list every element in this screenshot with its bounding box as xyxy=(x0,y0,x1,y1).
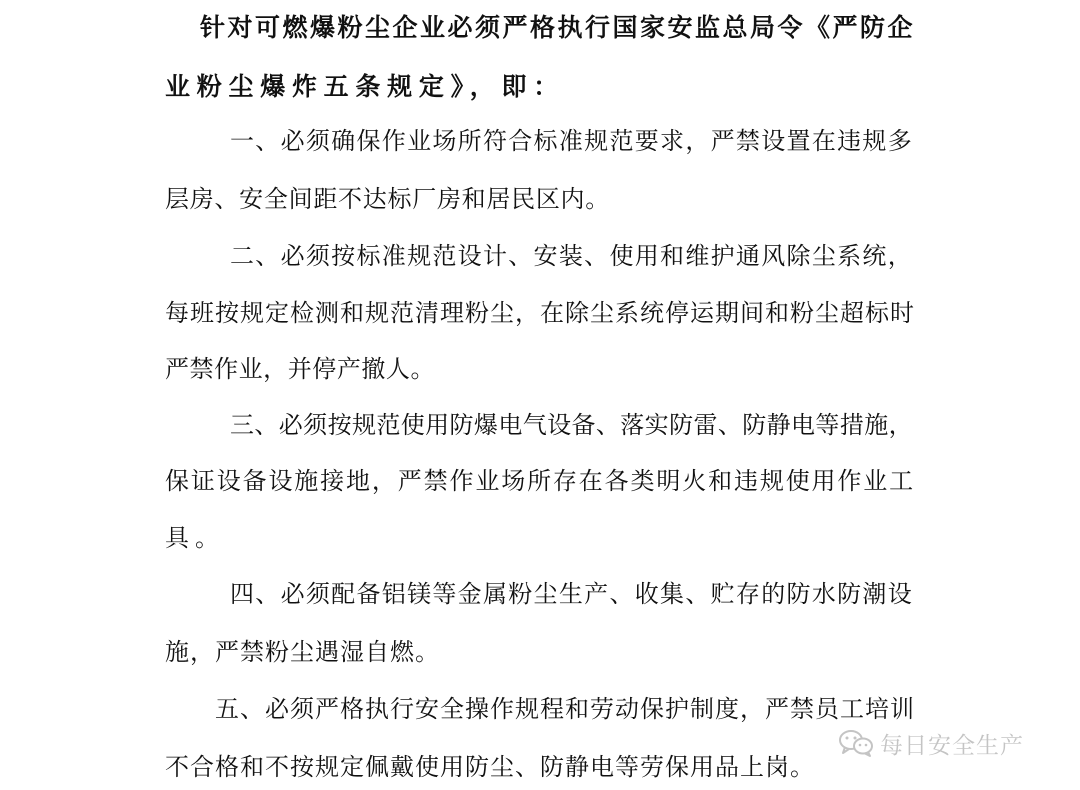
rule-2-line-3: 严禁作业，并停产撤人。 xyxy=(165,355,435,383)
rule-4-line-2: 施，严禁粉尘遇湿自燃。 xyxy=(165,638,440,666)
intro-line-1: 针对可燃爆粉尘企业必须严格执行国家安监总局令《严防企 xyxy=(200,13,915,42)
rule-5-line-2: 不合格和不按规定佩戴使用防尘、防静电等劳保用品上岗。 xyxy=(165,753,815,781)
rule-1-line-2: 层房、安全间距不达标厂房和居民区内。 xyxy=(165,185,610,213)
rule-3-line-2: 保证设备设施接地，严禁作业场所存在各类明火和违规使用作业工 xyxy=(165,467,915,495)
rule-3-line-1: 三、必须按规范使用防爆电气设备、落实防雷、防静电等措施， xyxy=(230,411,913,439)
watermark-text: 每日安全生产 xyxy=(880,732,1024,759)
rule-3-line-3: 具。 xyxy=(165,524,225,552)
rule-2-line-2: 每班按规定检测和规范清理粉尘，在除尘系统停运期间和粉尘超标时 xyxy=(165,299,915,327)
wechat-icon xyxy=(838,728,874,758)
intro-line-2: 业粉尘爆炸五条规定》，即： xyxy=(165,72,565,101)
rule-1-line-1: 一、必须确保作业场所符合标准规范要求，严禁设置在违规多 xyxy=(230,127,913,155)
watermark xyxy=(838,726,1024,760)
rule-2-line-1: 二、必须按标准规范设计、安装、使用和维护通风除尘系统， xyxy=(230,242,913,270)
rule-5-line-1: 五、必须严格执行安全操作规程和劳动保护制度，严禁员工培训 xyxy=(215,695,915,723)
rule-4-line-1: 四、必须配备铝镁等金属粉尘生产、收集、贮存的防水防潮设 xyxy=(230,580,913,608)
